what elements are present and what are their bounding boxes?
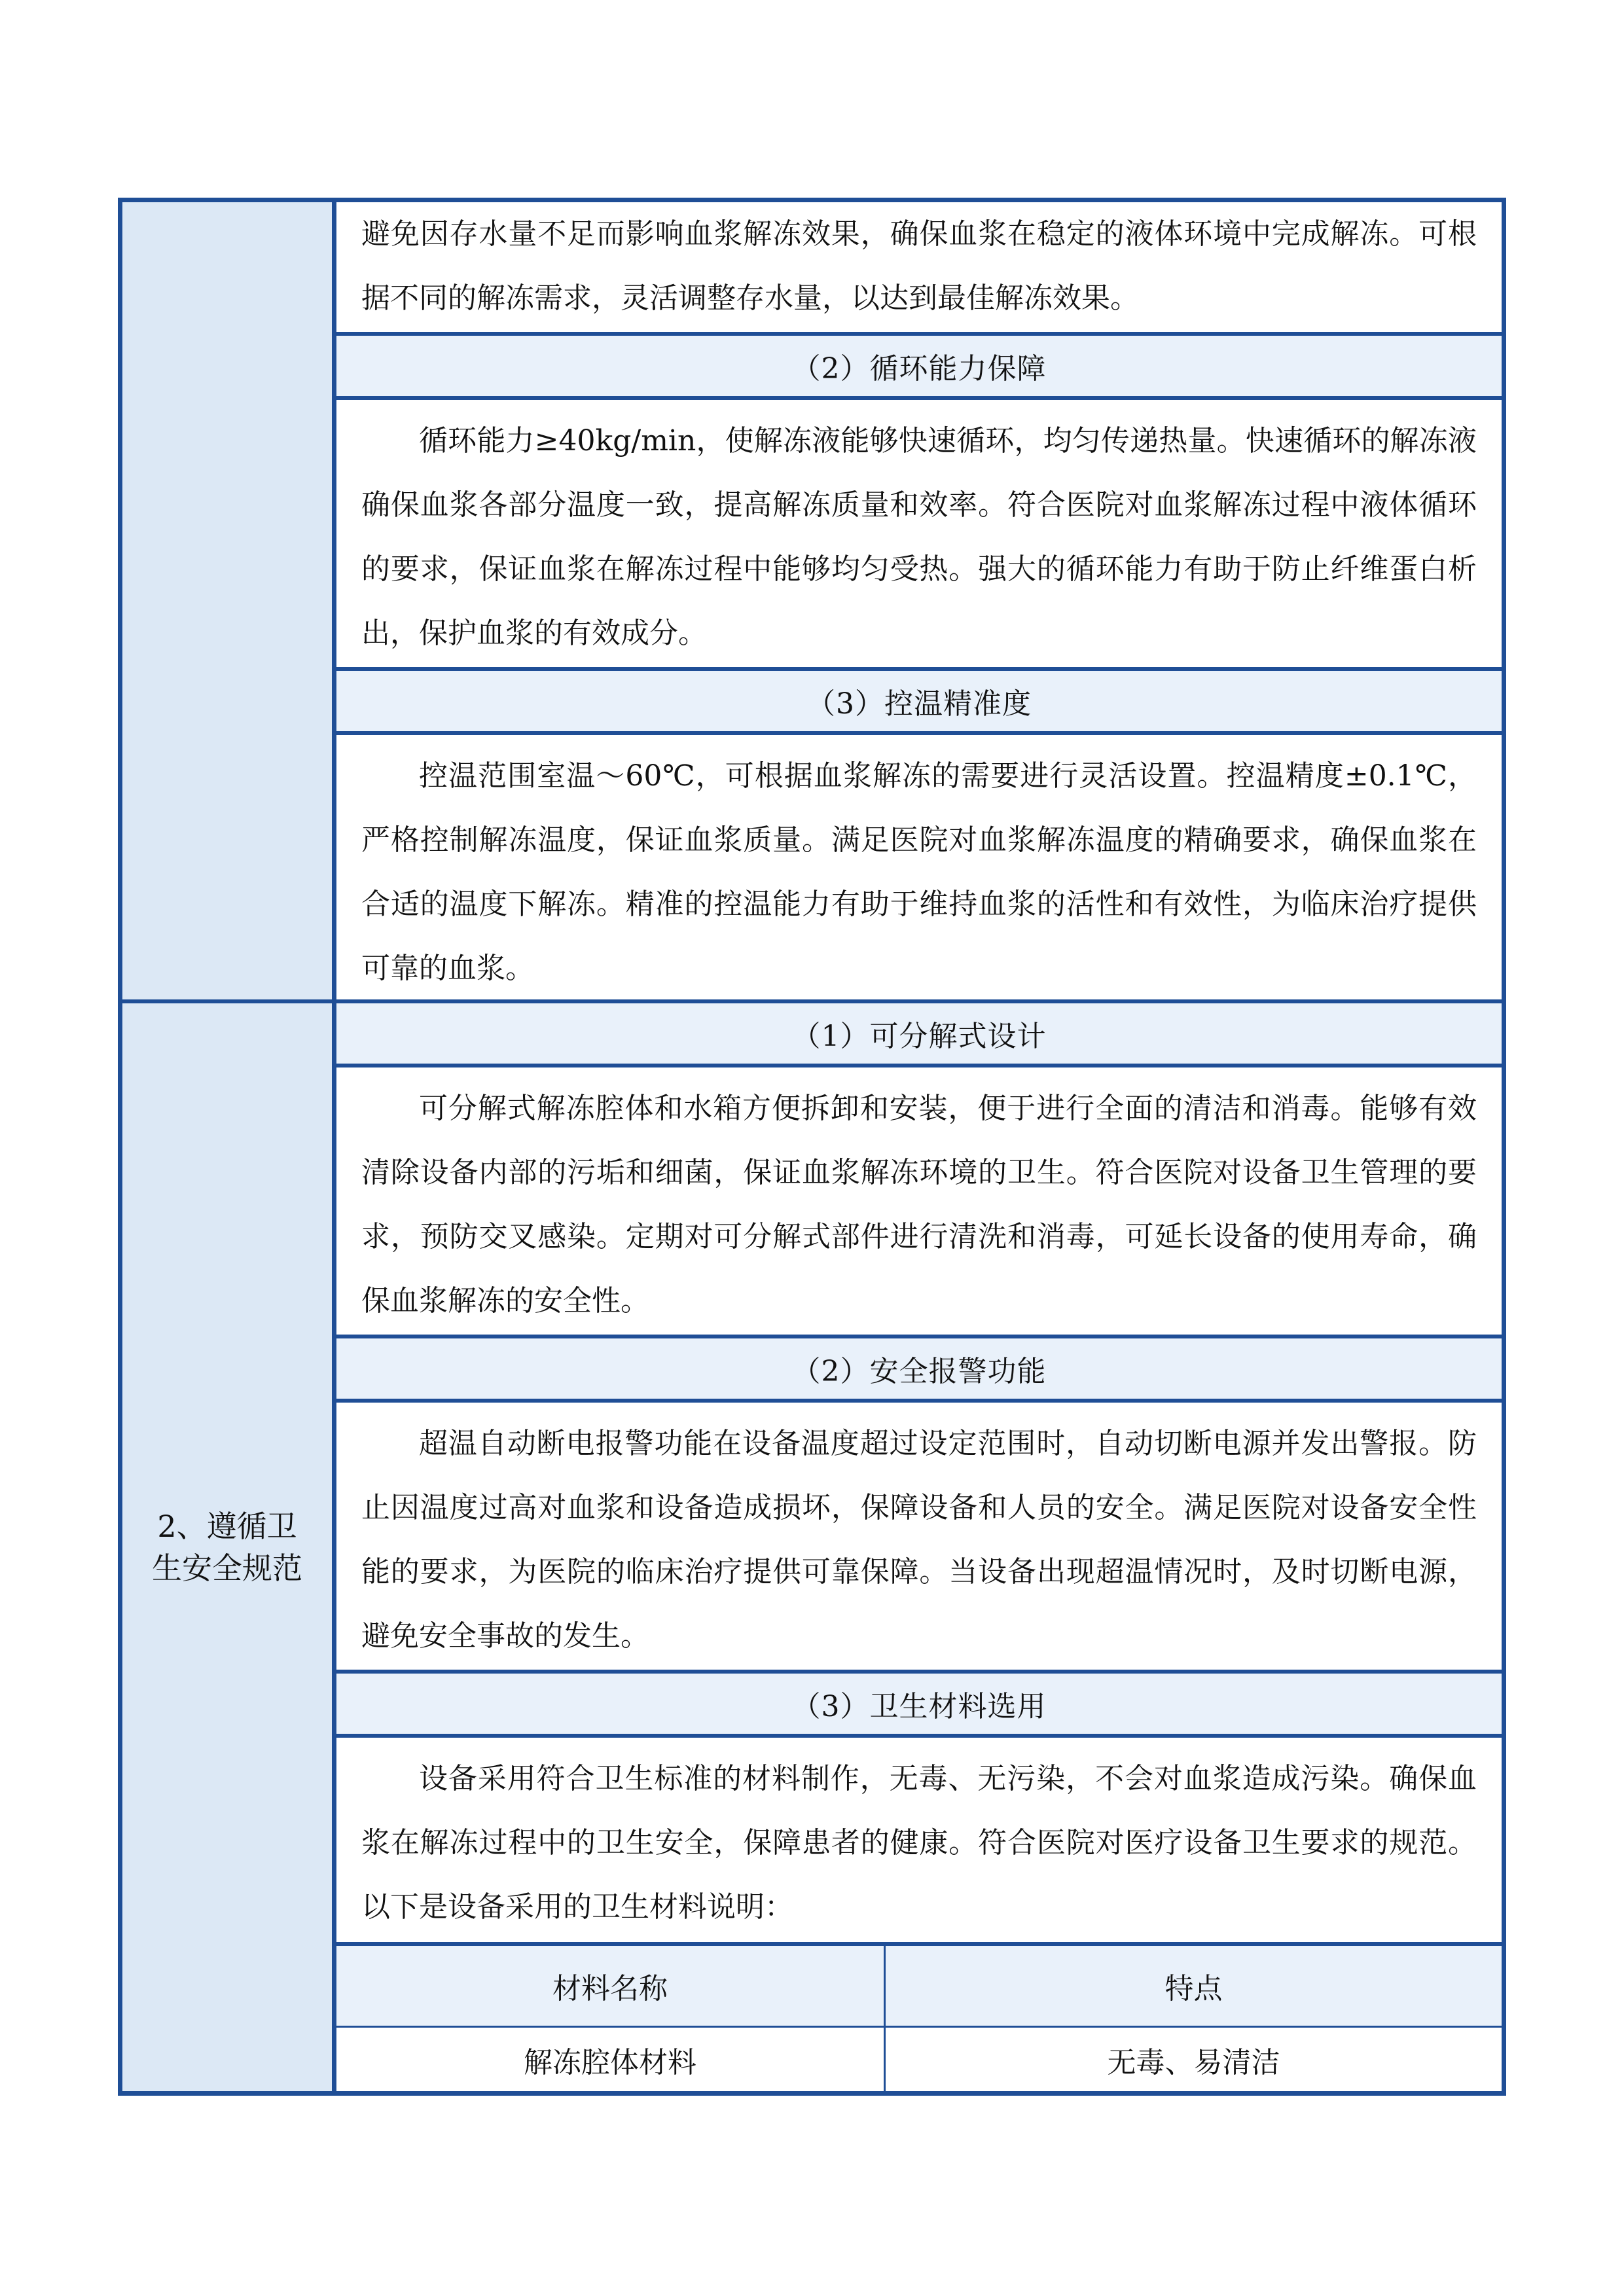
item-body-text: 设备采用符合卫生标准的材料制作，无毒、无污染，不会对血浆造成污染。确保血浆在解冻过程中的卫生安全，保障患者的健康。符合医院对医疗设备卫生要求的规范。以下是设备采用的卫生材料说明： (361, 1762, 1477, 1924)
row-divider (336, 1399, 1502, 1403)
item-heading-text: （3）卫生材料选用 (791, 1690, 1047, 1723)
item-body (336, 1738, 1502, 1942)
material-table-header-feature (886, 1946, 1502, 2026)
section1-label-cell (122, 202, 332, 999)
continuation-text: 避免因存水量不足而影响血浆解冻效果，确保血浆在稳定的液体环境中完成解冻。可根据不同的解冻需求，灵活调整存水量，以达到最佳解冻效果。 (361, 217, 1477, 315)
section-divider (122, 999, 1502, 1003)
item-body-text: 超温自动断电报警功能在设备温度超过设定范围时，自动切断电源并发出警报。防止因温度过高对血浆和设备造成损坏，保障设备和人员的安全。满足医院对设备安全性能的要求，为医院的临床治疗提供可靠保障。当设备出现超温情况时，及时切断电源，避免安全事故的发生。 (361, 1427, 1477, 1653)
item-body-text: 控温范围室温～60℃，可根据血浆解冻的需要进行灵活设置。控温精度±0.1℃，严格控制解冻温度，保证血浆质量。满足医院对血浆解冻温度的精确要求，确保血浆在合适的温度下解冻。精准的控温能力有助于维持血浆的活性和有效性，为临床治疗提供可靠的血浆。 (361, 759, 1477, 985)
row-divider (336, 396, 1502, 400)
row-divider (336, 1335, 1502, 1338)
section2-label: 2、遵循卫生安全规范 (152, 1509, 302, 1586)
item-body (336, 1067, 1502, 1335)
section2-label-cell (122, 1003, 332, 2091)
item-heading (336, 1338, 1502, 1399)
table-row-divider (336, 2026, 1502, 2028)
item-body (336, 1403, 1502, 1670)
item-heading (336, 336, 1502, 396)
header-text: 特点 (1164, 1972, 1223, 2005)
item-heading (336, 1003, 1502, 1064)
row-divider (336, 1064, 1502, 1067)
item-heading-text: （3）控温精准度 (806, 687, 1032, 721)
item-heading-text: （1）可分解式设计 (791, 1020, 1047, 1053)
row-divider (336, 731, 1502, 735)
item-body (336, 735, 1502, 999)
material-table-cell-feature (886, 2028, 1502, 2091)
section1-continuation (336, 202, 1502, 332)
cell-text: 解冻腔体材料 (524, 2045, 696, 2079)
row-divider (336, 1734, 1502, 1738)
item-body (336, 400, 1502, 667)
material-table-cell-name (336, 2028, 884, 2091)
cell-text: 无毒、易清洁 (1107, 2045, 1280, 2079)
spec-table (118, 198, 1506, 2096)
table-column-divider (884, 1946, 886, 2091)
header-text: 材料名称 (552, 1972, 668, 2005)
item-heading-text: （2）循环能力保障 (791, 352, 1047, 386)
row-divider (336, 667, 1502, 671)
item-heading (336, 671, 1502, 731)
item-heading-text: （2）安全报警功能 (791, 1355, 1047, 1388)
row-divider (336, 1670, 1502, 1674)
row-divider (336, 1942, 1502, 1946)
item-body-text: 循环能力≥40kg/min，使解冻液能够快速循环，均匀传递热量。快速循环的解冻液确保血浆各部分温度一致，提高解冻质量和效率。符合医院对血浆解冻过程中液体循环的要求，保证血浆在解冻过程中能够均匀受热。强大的循环能力有助于防止纤维蛋白析出，保护血浆的有效成分。 (361, 424, 1477, 650)
row-divider (336, 332, 1502, 336)
column-divider (332, 202, 336, 2091)
material-table-header-name (336, 1946, 884, 2026)
item-body-text: 可分解式解冻腔体和水箱方便拆卸和安装，便于进行全面的清洁和消毒。能够有效清除设备内部的污垢和细菌，保证血浆解冻环境的卫生。符合医院对设备卫生管理的要求，预防交叉感染。定期对可分解式部件进行清洗和消毒，可延长设备的使用寿命，确保血浆解冻的安全性。 (361, 1092, 1477, 1318)
item-heading (336, 1674, 1502, 1734)
